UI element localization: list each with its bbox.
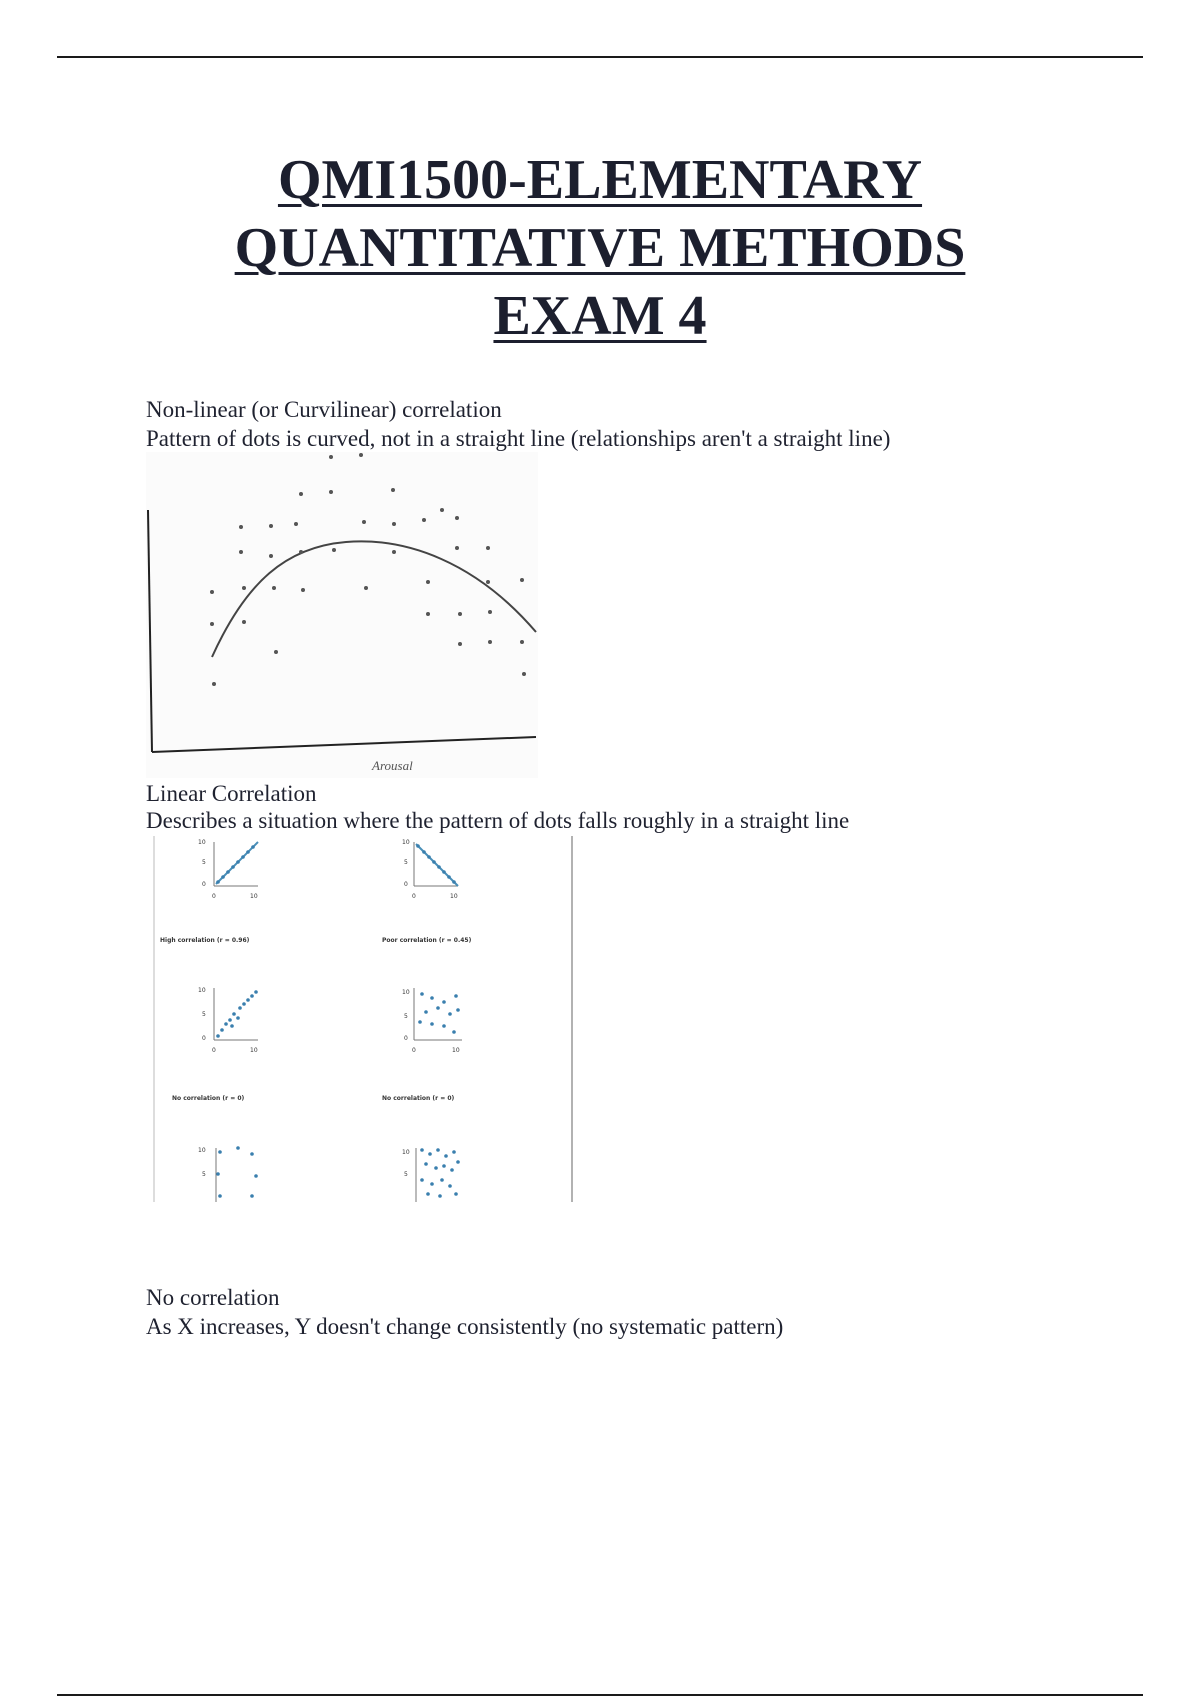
panel-caption: No correlation (r = 0) bbox=[382, 1095, 455, 1102]
bottom-rule bbox=[57, 1694, 1143, 1696]
tick-label: 5 bbox=[202, 1171, 206, 1178]
tick-label: 10 bbox=[250, 893, 258, 900]
tick-label: 0 bbox=[412, 893, 416, 900]
title-line-1: QMI1500-ELEMENTARY bbox=[277, 149, 923, 211]
tick-label: 10 bbox=[452, 1047, 460, 1054]
panel-weak-scatter bbox=[382, 988, 462, 1102]
section-heading-linear: Linear Correlation bbox=[146, 781, 317, 806]
y-axis bbox=[148, 510, 152, 752]
panel-caption: Poor correlation (r = 0.45) bbox=[382, 937, 472, 944]
panel-moderate-positive bbox=[172, 987, 258, 1102]
tick-label: 5 bbox=[404, 1013, 408, 1020]
tick-label: 10 bbox=[402, 1149, 410, 1156]
tick-label: 5 bbox=[202, 1011, 206, 1018]
tick-label: 10 bbox=[198, 987, 206, 994]
tick-label: 10 bbox=[402, 989, 410, 996]
section-heading-no-correlation: No correlation bbox=[146, 1285, 280, 1310]
panel-caption: No correlation (r = 0) bbox=[172, 1095, 245, 1102]
linear-correlation-grid-figure bbox=[146, 836, 576, 1202]
panel-dense-scatter bbox=[402, 1148, 460, 1202]
curvilinear-dots bbox=[210, 453, 526, 686]
panel-sparse-scatter bbox=[198, 1146, 258, 1202]
tick-label: 5 bbox=[404, 859, 408, 866]
title-line-2: QUANTITATIVE METHODS bbox=[234, 217, 966, 279]
curve-line bbox=[212, 541, 536, 657]
tick-label: 0 bbox=[404, 1035, 408, 1042]
panel-poor-correlation bbox=[382, 839, 472, 944]
curvilinear-scatter-figure bbox=[146, 452, 538, 778]
tick-label: 0 bbox=[404, 881, 408, 888]
section-description-linear: Describes a situation where the pattern of dots falls roughly in a straight line bbox=[146, 808, 850, 833]
x-axis-label: Arousal bbox=[372, 758, 413, 773]
title-line-3: EXAM 4 bbox=[493, 285, 707, 347]
tick-label: 0 bbox=[202, 1035, 206, 1042]
tick-label: 0 bbox=[412, 1047, 416, 1054]
panel-high-correlation bbox=[160, 839, 258, 944]
tick-label: 10 bbox=[198, 839, 206, 846]
tick-label: 5 bbox=[202, 859, 206, 866]
section-heading-curvilinear: Non-linear (or Curvilinear) correlation bbox=[146, 397, 502, 422]
tick-label: 0 bbox=[202, 881, 206, 888]
tick-label: 5 bbox=[404, 1171, 408, 1178]
section-description-no-correlation: As X increases, Y doesn't change consistently (no systematic pattern) bbox=[146, 1314, 784, 1339]
tick-label: 0 bbox=[212, 1047, 216, 1054]
tick-label: 10 bbox=[198, 1147, 206, 1154]
page-title bbox=[0, 146, 1200, 350]
tick-label: 0 bbox=[212, 893, 216, 900]
panel-caption: High correlation (r = 0.96) bbox=[160, 937, 250, 944]
section-description-curvilinear: Pattern of dots is curved, not in a straight line (relationships aren't a straight line) bbox=[146, 426, 891, 451]
tick-label: 10 bbox=[250, 1047, 258, 1054]
x-axis bbox=[152, 737, 536, 752]
tick-label: 10 bbox=[450, 893, 458, 900]
tick-label: 10 bbox=[402, 839, 410, 846]
top-rule bbox=[57, 56, 1143, 58]
